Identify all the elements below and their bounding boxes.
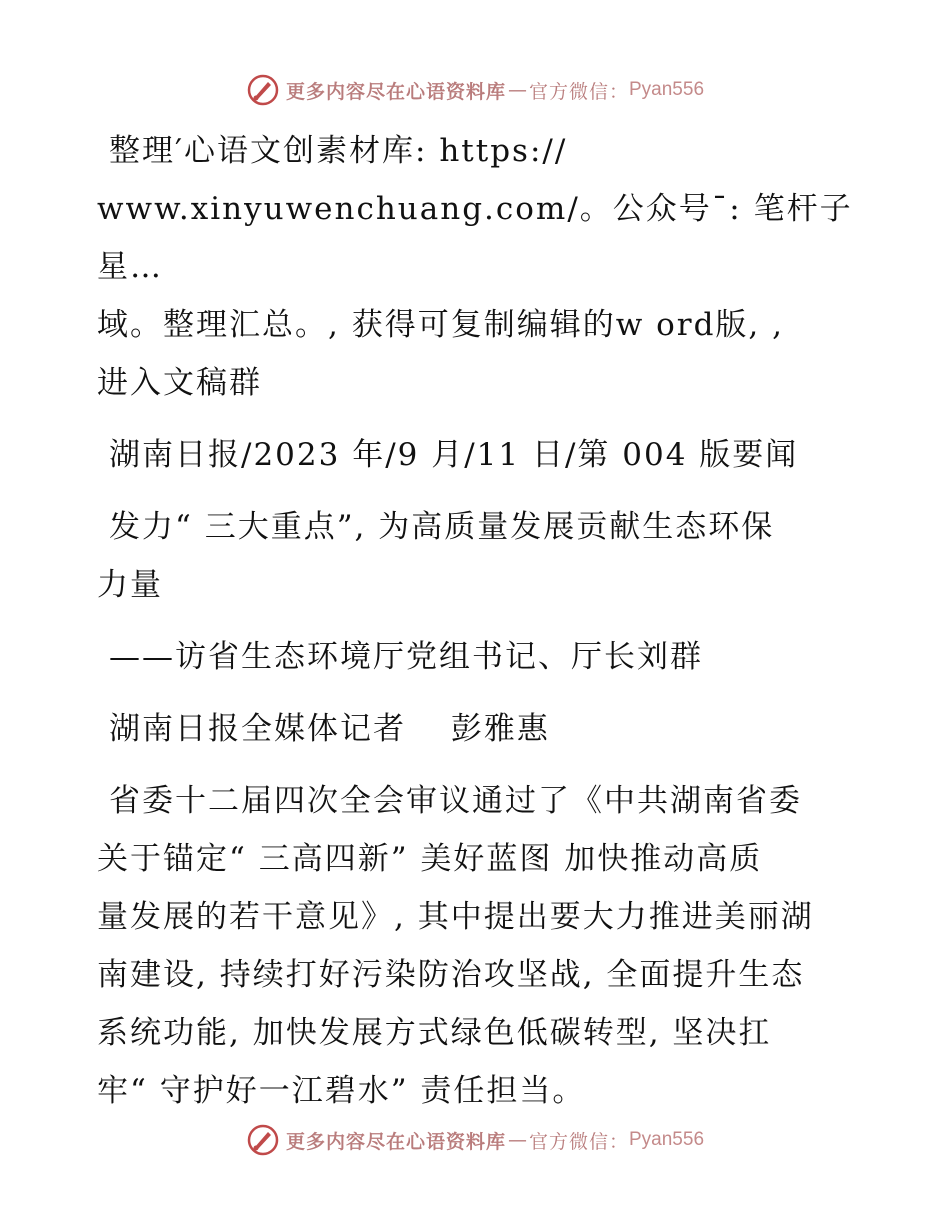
banner-title: 更多内容尽在心语资料库 xyxy=(285,1130,506,1153)
spacer xyxy=(97,686,857,700)
article-subtitle: ——访省生态环境厅党组书记、厅长刘群 xyxy=(109,639,703,675)
body-line-5: 系统功能, 加快发展方式绿色低碳转型, 坚决扛 xyxy=(97,1015,772,1051)
banner-wechat-id: Pyan556 xyxy=(629,1129,705,1150)
body-line-1: 省委十二届四次全会审议通过了《中共湖南省委 xyxy=(109,783,802,819)
banner-title: 更多内容尽在心语资料库 xyxy=(285,80,506,103)
brand-logo-icon xyxy=(246,73,280,107)
article-byline: 湖南日报全媒体记者 彭雅惠 xyxy=(109,711,550,747)
spacer xyxy=(97,412,857,426)
article-source: 湖南日报/2023 年/9 月/11 日/第 004 版要闻 xyxy=(109,437,799,473)
banner-wechat-id: Pyan556 xyxy=(629,79,705,100)
banner-dash: — xyxy=(507,79,527,101)
banner-dash: — xyxy=(507,1129,527,1151)
banner-wechat-label: 官方微信： xyxy=(528,80,629,103)
article-title-line-1: 发力“ 三大重点”, 为高质量发展贡献生态环保 xyxy=(109,509,775,545)
intro-line-1: 整理′心语文创素材库: https:// xyxy=(109,133,568,169)
body-line-2: 关于锚定“ 三高四新” 美好蓝图 加快推动高质 xyxy=(97,841,763,877)
spacer xyxy=(97,484,857,498)
banner-wechat-label: 官方微信： xyxy=(528,1130,629,1153)
intro-line-4: 进入文稿群 xyxy=(97,365,262,401)
article-title-line-2: 力量 xyxy=(97,567,163,603)
body-line-3: 量发展的若干意见》, 其中提出要大力推进美丽湖 xyxy=(97,899,814,935)
body-line-6: 牢“ 守护好一江碧水” 责任担当。 xyxy=(97,1073,586,1109)
brand-logo-icon xyxy=(246,1123,280,1157)
document-body xyxy=(97,122,857,1120)
header-banner xyxy=(0,70,950,110)
intro-line-3: 域。整理汇总。, 获得可复制编辑的w ord版, , xyxy=(97,307,784,343)
spacer xyxy=(97,614,857,628)
body-line-4: 南建设, 持续打好污染防治攻坚战, 全面提升生态 xyxy=(97,957,805,993)
intro-line-2: www.xinyuwenchuang.com/。公众号¯: 笔杆子星… xyxy=(97,191,853,285)
footer-banner xyxy=(0,1120,950,1160)
spacer xyxy=(97,758,857,772)
